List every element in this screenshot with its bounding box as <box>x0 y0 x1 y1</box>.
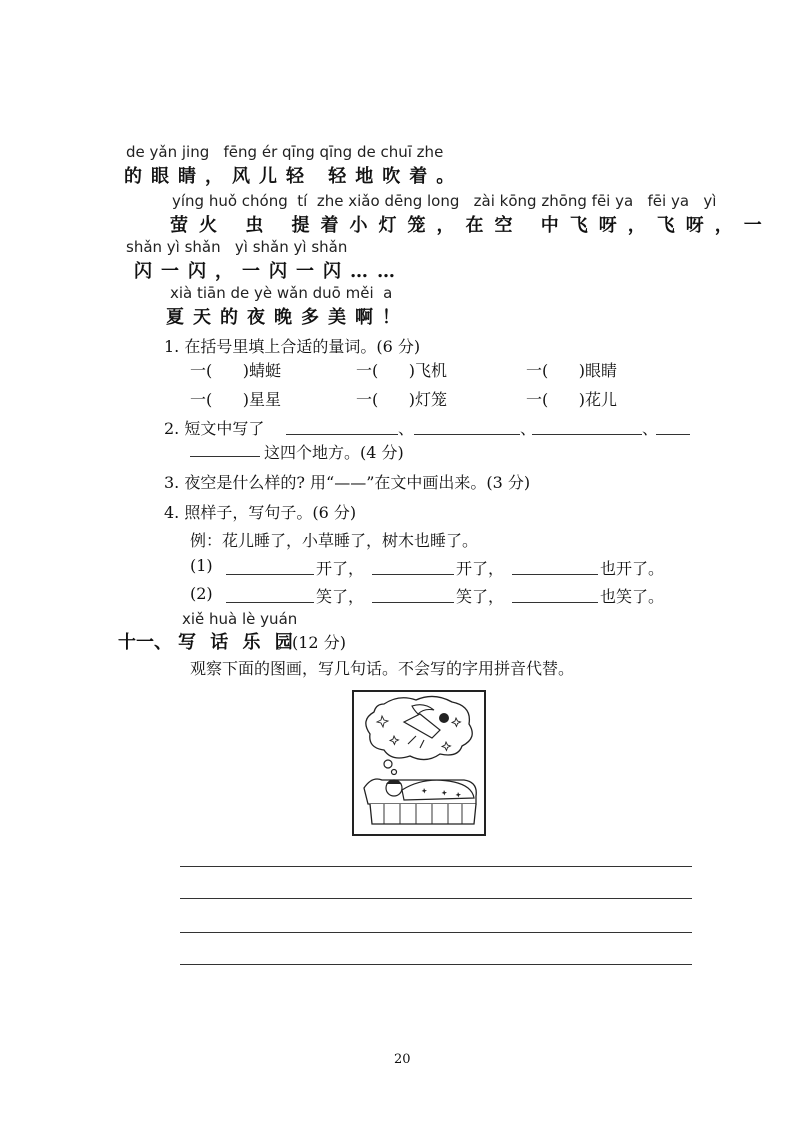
answer-blank[interactable] <box>656 434 690 435</box>
q4-2-text-a: 笑了， <box>316 587 365 606</box>
writing-line[interactable] <box>180 932 692 933</box>
section-11-pinyin: xiě huà lè yuán <box>182 610 298 628</box>
writing-line[interactable] <box>180 866 692 867</box>
question-2-label: 2. 短文中写了 <box>164 419 265 438</box>
q4-2-text-c: 也笑了。 <box>600 587 665 606</box>
q1-item: 一( )灯笼 <box>356 390 448 409</box>
question-3: 3. 夜空是什么样的? 用“——”在文中画出来。(3 分) <box>164 473 531 492</box>
pinyin-line-1: de yǎn jing fēng ér qīng qīng de chuī zhe <box>126 143 444 161</box>
page-number: 20 <box>394 1052 411 1067</box>
question-2-end: 这四个地方。(4 分) <box>264 443 404 462</box>
question-4: 4. 照样子，写句子。(6 分) <box>164 503 357 522</box>
answer-blank[interactable] <box>512 574 598 575</box>
section-11-prefix: 十一、 <box>118 632 172 653</box>
writing-line[interactable] <box>180 964 692 965</box>
passage-line-1: 的眼睛，风儿轻 轻地吹着。 <box>124 166 464 187</box>
answer-blank[interactable] <box>532 434 642 435</box>
q1-item: 一( )星星 <box>190 390 282 409</box>
pinyin-line-4: xià tiān de yè wǎn duō měi a <box>170 284 393 302</box>
answer-blank[interactable] <box>512 602 598 603</box>
writing-line[interactable] <box>180 898 692 899</box>
q4-2-text-b: 笑了， <box>456 587 505 606</box>
q4-1-text-a: 开了， <box>316 559 365 578</box>
section-11-instruction: 观察下面的图画，写几句话。不会写的字用拼音代替。 <box>190 659 575 678</box>
q1-item: 一( )眼睛 <box>526 361 618 380</box>
answer-blank[interactable] <box>226 574 314 575</box>
q4-1-text-b: 开了， <box>456 559 505 578</box>
dream-picture <box>354 692 484 834</box>
q2-separator: 、 <box>642 419 659 438</box>
answer-blank[interactable] <box>372 574 454 575</box>
q2-separator: 、 <box>520 419 537 438</box>
answer-blank[interactable] <box>286 434 398 435</box>
sleeping-child-illustration <box>352 690 486 836</box>
q2-separator: 、 <box>398 419 415 438</box>
q4-1-text-c: 也开了。 <box>600 559 665 578</box>
pinyin-line-2: yíng huǒ chóng tí zhe xiǎo dēng long zài kōng zhōng fēi ya fēi ya yì <box>172 192 717 210</box>
q4-example: 例：花儿睡了，小草睡了，树木也睡了。 <box>190 531 479 550</box>
question-1: 1. 在括号里填上合适的量词。(6 分) <box>164 337 421 356</box>
q1-item: 一( )花儿 <box>526 390 618 409</box>
section-11-points: 。(12 分) <box>276 633 346 652</box>
passage-line-4: 夏天的夜晚多美啊！ <box>166 307 409 328</box>
section-11-title: 写 话 乐 园 <box>178 632 297 653</box>
answer-blank[interactable] <box>190 456 260 457</box>
answer-blank[interactable] <box>372 602 454 603</box>
q1-item: 一( )飞机 <box>356 361 448 380</box>
q1-item: 一( )蜻蜓 <box>190 361 282 380</box>
answer-blank[interactable] <box>226 602 314 603</box>
q4-1-number: (1) <box>190 556 213 575</box>
passage-line-2: 萤火 虫 提着小灯笼，在空 中飞呀，飞呀，一 <box>170 215 773 236</box>
q4-2-number: (2) <box>190 584 213 603</box>
pinyin-line-3: shǎn yì shǎn yì shǎn yì shǎn <box>126 238 348 256</box>
passage-line-3: 闪一闪，一闪一闪…… <box>134 261 404 282</box>
answer-blank[interactable] <box>414 434 520 435</box>
